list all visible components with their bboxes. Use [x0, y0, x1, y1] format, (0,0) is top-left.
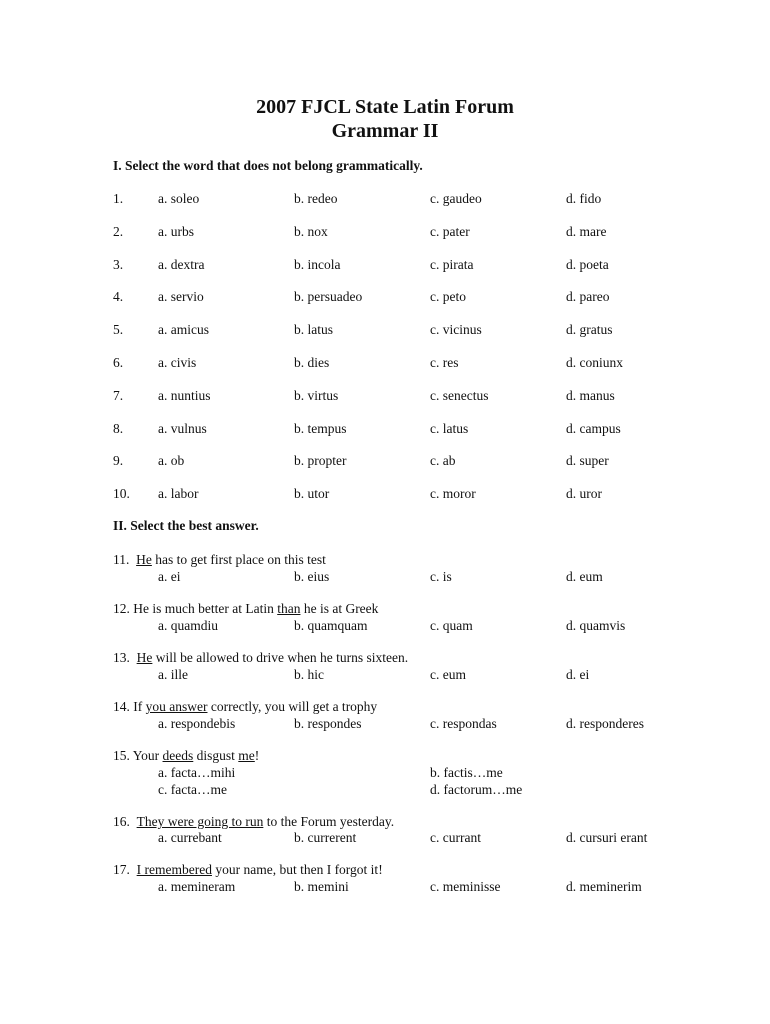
choice-a: a. labor [158, 486, 199, 501]
question-text-mid: disgust [193, 748, 239, 763]
choice-d: d. fido [566, 191, 602, 206]
choice-b: b. incola [294, 257, 341, 272]
choice-a: a. memineram [158, 879, 236, 894]
question-number: 11. [113, 552, 130, 567]
choice-c: c. pater [430, 224, 470, 239]
choice-d: d. coniunx [566, 355, 623, 370]
choice-c: c. senectus [430, 388, 489, 403]
choice-a: a. respondebis [158, 716, 236, 731]
choice-c: c. peto [430, 289, 466, 304]
section-2-heading: II. Select the best answer. [113, 518, 259, 533]
choice-b: b. eius [294, 569, 330, 584]
question-number: 17. [113, 862, 130, 877]
choice-a: a. ob [158, 453, 185, 468]
choice-c: c. facta…me [158, 782, 227, 797]
choice-a: a. currebant [158, 830, 222, 845]
question-text: will be allowed to drive when he turns sixteen. [152, 650, 409, 665]
item-number: 10. [113, 486, 130, 501]
item-number: 2. [113, 224, 124, 239]
question-text: 12. He is much better at Latin [113, 601, 278, 616]
choice-b: b. propter [294, 453, 347, 468]
choice-b: b. latus [294, 322, 333, 337]
choice-d: d. uror [566, 486, 602, 501]
choice-b: b. persuadeo [294, 289, 363, 304]
choice-c: c. moror [430, 486, 476, 501]
choice-d: d. super [566, 453, 609, 468]
choice-a: a. amicus [158, 322, 209, 337]
choice-d: d. eum [566, 569, 603, 584]
underlined-text-2: me [238, 748, 255, 763]
question-text-end: ! [254, 748, 260, 763]
question-13 [113, 650, 408, 666]
question-17 [113, 862, 383, 878]
choice-b: b. dies [294, 355, 330, 370]
question-text: has to get first place on this test [151, 552, 326, 567]
question-number: 13. [113, 650, 130, 665]
question-text-end: correctly, you will get a trophy [207, 699, 378, 714]
question-16 [113, 814, 394, 830]
choice-d: d. meminerim [566, 879, 642, 894]
choice-d: d. cursuri erant [566, 830, 648, 845]
question-12 [113, 601, 378, 617]
choice-d: d. quamvis [566, 618, 626, 633]
choice-d: d. campus [566, 421, 621, 436]
choice-c: c. ab [430, 453, 456, 468]
choice-b: b. hic [294, 667, 324, 682]
choice-d: d. factorum…me [430, 782, 523, 797]
choice-d: d. responderes [566, 716, 644, 731]
item-number: 8. [113, 421, 124, 436]
choice-a: a. soleo [158, 191, 200, 206]
item-number: 1. [113, 191, 124, 206]
choice-c: c. respondas [430, 716, 497, 731]
underlined-text: deeds [162, 748, 194, 763]
item-number: 7. [113, 388, 124, 403]
choice-d: d. gratus [566, 322, 613, 337]
question-text: your name, but then I forgot it! [211, 862, 383, 877]
choice-d: d. poeta [566, 257, 609, 272]
question-11 [113, 552, 326, 568]
choice-c: c. quam [430, 618, 473, 633]
item-number: 4. [113, 289, 124, 304]
choice-a: a. dextra [158, 257, 205, 272]
choice-d: d. pareo [566, 289, 610, 304]
item-number: 3. [113, 257, 124, 272]
underlined-text: He [136, 552, 152, 567]
choice-b: b. redeo [294, 191, 338, 206]
question-number: 16. [113, 814, 130, 829]
choice-c: c. pirata [430, 257, 474, 272]
choice-a: a. civis [158, 355, 197, 370]
choice-c: c. currant [430, 830, 481, 845]
choice-b: b. virtus [294, 388, 339, 403]
question-text-end: he is at Greek [300, 601, 379, 616]
underlined-text: I remembered [136, 862, 212, 877]
page-subtitle: Grammar II [331, 120, 439, 142]
choice-b: b. currerent [294, 830, 357, 845]
choice-a: a. ei [158, 569, 181, 584]
choice-c: c. eum [430, 667, 466, 682]
underlined-text: you answer [145, 699, 208, 714]
choice-a: a. vulnus [158, 421, 207, 436]
choice-a: a. ille [158, 667, 188, 682]
choice-c: c. res [430, 355, 459, 370]
page-title: 2007 FJCL State Latin Forum [256, 96, 514, 118]
choice-b: b. quamquam [294, 618, 368, 633]
choice-c: c. vicinus [430, 322, 482, 337]
choice-b: b. nox [294, 224, 328, 239]
choice-c: c. latus [430, 421, 469, 436]
choice-d: d. ei [566, 667, 590, 682]
choice-b: b. memini [294, 879, 349, 894]
underlined-text: They were going to run [136, 814, 264, 829]
choice-a: a. servio [158, 289, 204, 304]
question-text: 15. Your [113, 748, 163, 763]
item-number: 6. [113, 355, 124, 370]
choice-b: b. tempus [294, 421, 347, 436]
choice-b: b. factis…me [430, 765, 503, 780]
choice-c: c. meminisse [430, 879, 501, 894]
choice-c: c. gaudeo [430, 191, 482, 206]
question-14 [113, 699, 377, 715]
question-text: to the Forum yesterday. [263, 814, 395, 829]
item-number: 5. [113, 322, 124, 337]
choice-c: c. is [430, 569, 452, 584]
choice-a: a. facta…mihi [158, 765, 236, 780]
section-1-heading: I. Select the word that does not belong grammatically. [113, 158, 423, 173]
choice-a: a. nuntius [158, 388, 211, 403]
choice-a: a. urbs [158, 224, 194, 239]
choice-d: d. mare [566, 224, 607, 239]
underlined-text: He [136, 650, 153, 665]
choice-b: b. utor [294, 486, 330, 501]
item-number: 9. [113, 453, 124, 468]
question-15 [113, 748, 259, 764]
question-text: 14. If [113, 699, 146, 714]
choice-b: b. respondes [294, 716, 362, 731]
choice-a: a. quamdiu [158, 618, 218, 633]
underlined-text: than [277, 601, 301, 616]
choice-d: d. manus [566, 388, 615, 403]
